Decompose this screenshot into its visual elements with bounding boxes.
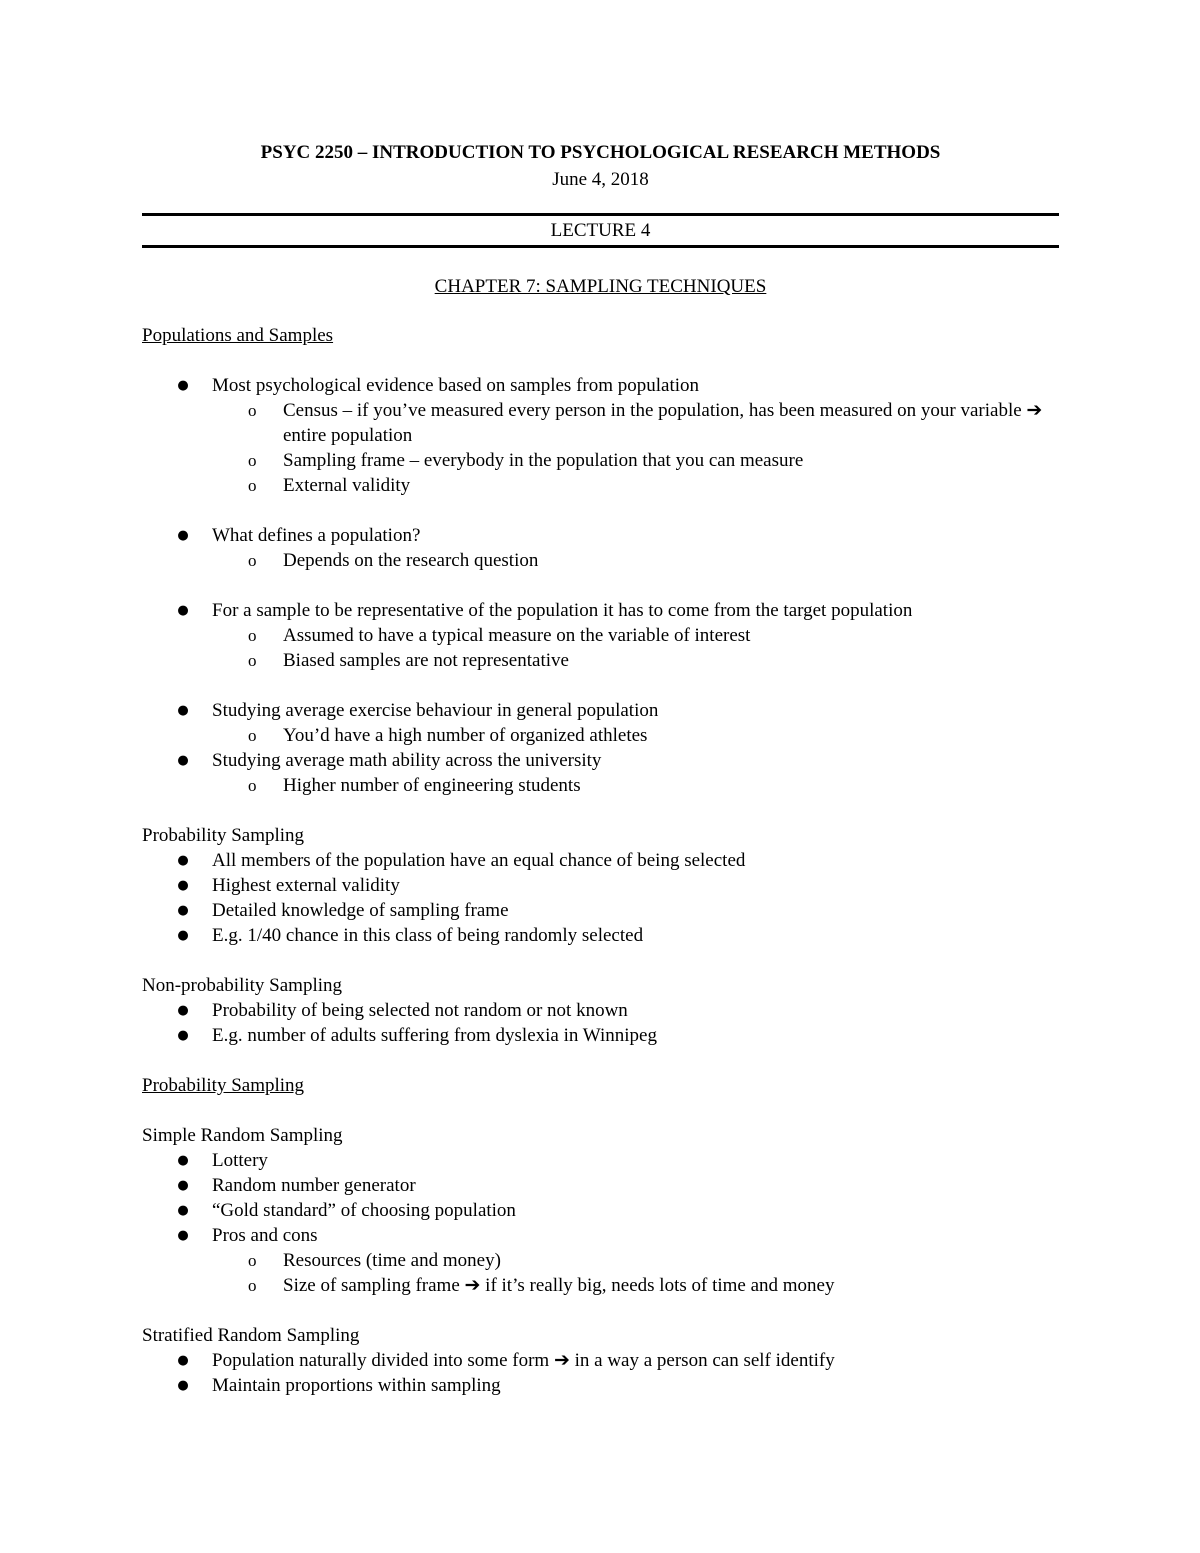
- sub-item: [142, 448, 1059, 473]
- bullet-icon: ●: [177, 703, 189, 718]
- bullet-text: All members of the population have an equal chance of being selected: [212, 850, 746, 871]
- sub-bullet-icon: o: [248, 401, 257, 420]
- sub-item: [142, 773, 1059, 798]
- bullet-text: Lottery: [212, 1150, 268, 1171]
- sub-item: [142, 398, 1059, 448]
- bullet-icon: ●: [177, 1228, 189, 1243]
- bullet-item: [142, 373, 1059, 498]
- divider-bottom: [142, 245, 1059, 248]
- bullet-icon: ●: [177, 753, 189, 768]
- bullet-icon: ●: [177, 853, 189, 868]
- sub-item: [142, 473, 1059, 498]
- bullet-item: [142, 598, 1059, 673]
- bullet-item: [142, 1173, 1059, 1198]
- sub-item-text: External validity: [283, 475, 411, 496]
- bullet-text: Studying average math ability across the university: [212, 750, 602, 771]
- bullet-item: [142, 848, 1059, 873]
- bullet-group: [142, 523, 1059, 573]
- bullet-icon: ●: [177, 878, 189, 893]
- sub-list: [212, 773, 1059, 798]
- bullet-text: Highest external validity: [212, 875, 400, 896]
- bullet-text: E.g. 1/40 chance in this class of being randomly selected: [212, 925, 644, 946]
- sub-item-text: Resources (time and money): [283, 1250, 501, 1271]
- bullet-text: Detailed knowledge of sampling frame: [212, 900, 509, 921]
- bullet-text: E.g. number of adults suffering from dyslexia in Winnipeg: [212, 1025, 657, 1046]
- bullet-text: Maintain proportions within sampling: [212, 1375, 501, 1396]
- sub-item-text: Depends on the research question: [283, 550, 539, 571]
- sub-item: [142, 623, 1059, 648]
- bullet-text: What defines a population?: [212, 525, 421, 546]
- sub-list: [212, 723, 1059, 748]
- bullet-item: [142, 1198, 1059, 1223]
- bullet-item: [142, 873, 1059, 898]
- section-heading-populations: Populations and Samples: [142, 325, 334, 346]
- bullet-text: For a sample to be representative of the population it has to come from the target population: [212, 600, 913, 621]
- sub-item-text: Sampling frame – everybody in the population that you can measure: [283, 450, 804, 471]
- bullet-text: Probability of being selected not random or not known: [212, 1000, 628, 1021]
- bullet-icon: ●: [177, 1028, 189, 1043]
- stratified-list: [142, 1348, 1059, 1398]
- sub-bullet-icon: o: [248, 651, 257, 670]
- bullet-text: Pros and cons: [212, 1225, 318, 1246]
- bullet-item: [142, 1023, 1059, 1048]
- non-probability-list: [142, 998, 1059, 1048]
- sub-item-text: Biased samples are not representative: [283, 650, 569, 671]
- bullet-group: [142, 598, 1059, 673]
- bullet-icon: ●: [177, 1378, 189, 1393]
- bullet-item: [142, 998, 1059, 1023]
- lecture-date: June 4, 2018: [552, 169, 649, 190]
- bullet-icon: ●: [177, 1353, 189, 1368]
- course-title: PSYC 2250 – INTRODUCTION TO PSYCHOLOGICAL RESEARCH METHODS: [260, 142, 941, 163]
- sub-item-text: Higher number of engineering students: [283, 775, 581, 796]
- section-heading-simple-random: Simple Random Sampling: [142, 1125, 343, 1146]
- bullet-icon: ●: [177, 928, 189, 943]
- bullet-icon: ●: [177, 1153, 189, 1168]
- bullet-icon: ●: [177, 1178, 189, 1193]
- bullet-item: [142, 1223, 1059, 1298]
- sub-bullet-icon: o: [248, 451, 257, 470]
- sub-item: [142, 648, 1059, 673]
- bullet-icon: ●: [177, 378, 189, 393]
- bullet-icon: ●: [177, 1003, 189, 1018]
- section-heading-probability-detail: Probability Sampling: [142, 1075, 305, 1096]
- sub-item-text: Assumed to have a typical measure on the variable of interest: [283, 625, 751, 646]
- sub-bullet-icon: o: [248, 1251, 257, 1270]
- sub-item: [142, 723, 1059, 748]
- sub-item-text: You’d have a high number of organized athletes: [283, 725, 648, 746]
- bullet-text: Population naturally divided into some form ➔ in a way a person can self identify: [212, 1350, 835, 1371]
- sub-bullet-icon: o: [248, 551, 257, 570]
- populations-section: [142, 348, 1059, 823]
- sub-list: [212, 548, 1059, 573]
- bullet-icon: ●: [177, 903, 189, 918]
- bullet-item: [142, 1148, 1059, 1173]
- bullet-group: [142, 373, 1059, 498]
- bullet-text: “Gold standard” of choosing population: [212, 1200, 516, 1221]
- sub-bullet-icon: o: [248, 626, 257, 645]
- sub-item: [142, 1248, 1059, 1273]
- bullet-item: [142, 923, 1059, 948]
- bullet-item: [142, 523, 1059, 573]
- sub-item: [142, 548, 1059, 573]
- bullet-item: [142, 1373, 1059, 1398]
- bullet-group: [142, 698, 1059, 798]
- bullet-icon: ●: [177, 528, 189, 543]
- sub-item: [142, 1273, 1059, 1298]
- sub-list: [212, 623, 1059, 673]
- section-heading-non-probability: Non-probability Sampling: [142, 975, 343, 996]
- probability-list: [142, 848, 1059, 948]
- bullet-icon: ●: [177, 603, 189, 618]
- lecture-label: LECTURE 4: [550, 220, 651, 241]
- sub-item-text: Size of sampling frame ➔ if it’s really big, needs lots of time and money: [283, 1275, 835, 1296]
- sub-item-text: Census – if you’ve measured every person in the population, has been measured on your variable ➔ entire population: [283, 400, 1043, 446]
- sub-bullet-icon: o: [248, 726, 257, 745]
- bullet-text: Most psychological evidence based on samples from population: [212, 375, 700, 396]
- sub-bullet-icon: o: [248, 776, 257, 795]
- section-heading-stratified: Stratified Random Sampling: [142, 1325, 360, 1346]
- sub-list: [212, 1248, 1059, 1298]
- sub-bullet-icon: o: [248, 476, 257, 495]
- bullet-item: [142, 698, 1059, 748]
- sub-list: [212, 398, 1059, 498]
- simple-random-list: [142, 1148, 1059, 1298]
- bullet-text: Random number generator: [212, 1175, 416, 1196]
- bullet-icon: ●: [177, 1203, 189, 1218]
- bullet-item: [142, 898, 1059, 923]
- document-body: [142, 140, 1059, 1398]
- chapter-title: CHAPTER 7: SAMPLING TECHNIQUES: [434, 276, 767, 297]
- sub-bullet-icon: o: [248, 1276, 257, 1295]
- bullet-text: Studying average exercise behaviour in general population: [212, 700, 659, 721]
- bullet-item: [142, 1348, 1059, 1373]
- bullet-item: [142, 748, 1059, 798]
- section-heading-probability: Probability Sampling: [142, 825, 305, 846]
